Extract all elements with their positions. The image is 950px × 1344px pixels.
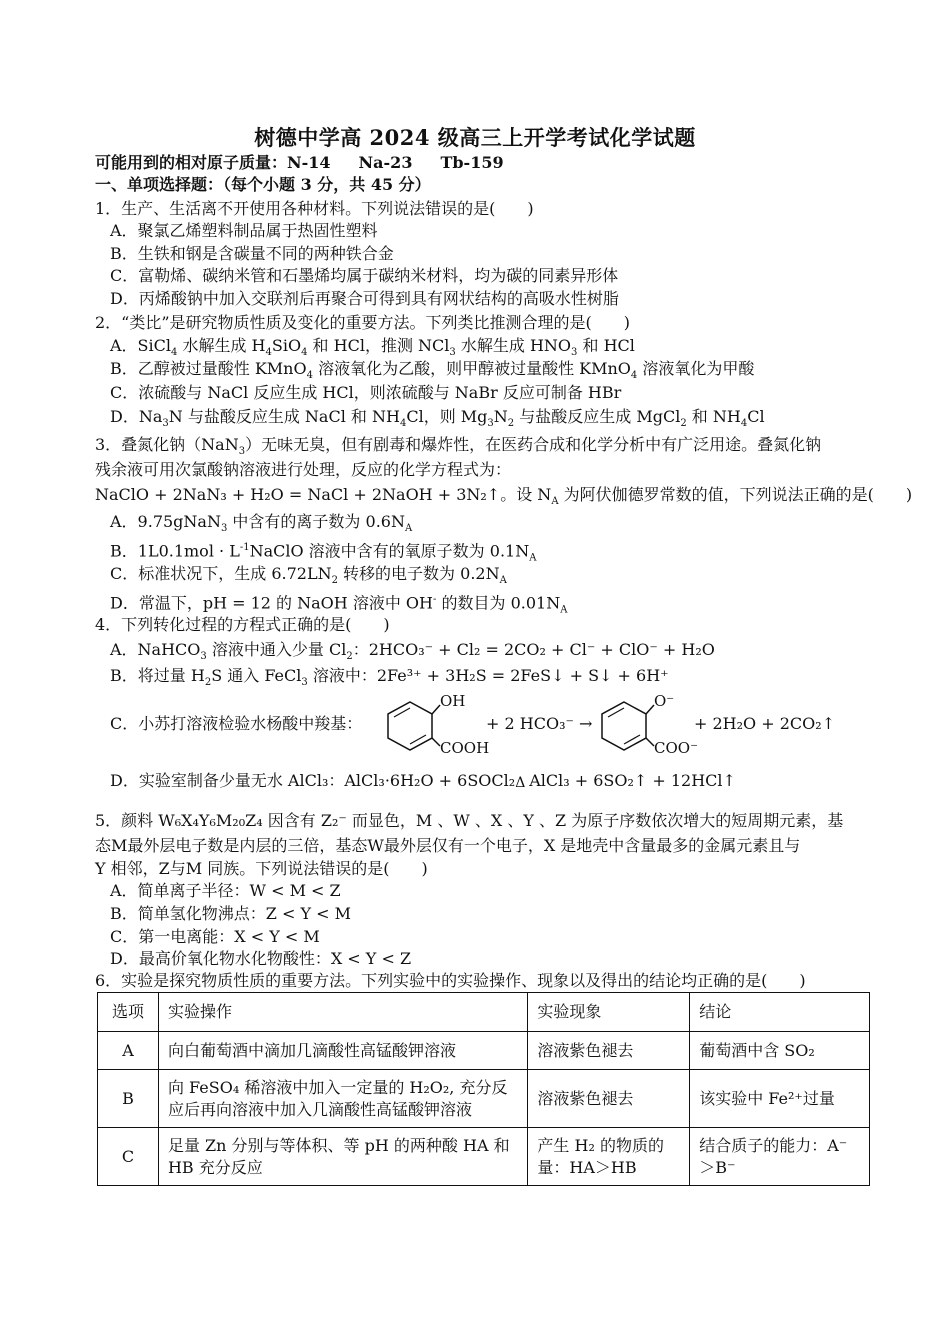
q2-option-d: D．$Na_3N$ 与盐酸反应生成 NaCl 和 $NH_4Cl$，则 $Mg_3N_2$ 与盐酸反应生成 MgCl$_2$ 和 $NH_4Cl$: [110, 407, 765, 430]
section-heading: 一、单项选择题：（每个小题 3 分，共 45 分）: [95, 175, 431, 194]
mass-na: Na-23: [358, 153, 413, 172]
q4-option-d: D．实验室制备少量无水 AlCl₃：AlCl₃·6H₂O + 6SOCl₂ Δ AlCl₃ + 6SO₂↑ + 12HCl↑: [110, 770, 736, 792]
q5-option-b: B．简单氢化物沸点：Z < Y < M: [110, 904, 351, 923]
header-option: 选项: [98, 993, 159, 1032]
table-header-row: [98, 993, 870, 1032]
atomic-mass-line: 可能用到的相对原子质量：N-14 Na-23 Tb-159: [95, 153, 504, 172]
q2-option-a: A．SiCl$_4$ 水解生成 $H_4SiO_4$ 和 HCl，推测 NCl$_3$ 水解生成 $HNO_3$ 和 HCl: [110, 336, 635, 359]
cooh-group-label: COOH: [440, 739, 490, 757]
bicarbonate-arrow: + 2 HCO₃⁻ →: [486, 714, 593, 733]
table-row: A 向白葡萄酒中滴加几滴酸性高锰酸钾溶液 溶液紫色褪去 葡萄酒中含 SO₂: [98, 1032, 870, 1070]
q3-stem-line1: 3．叠氮化钠（NaN$_3$）无味无臭，但有剧毒和爆炸性，在医药合成和化学分析中有广泛用途。叠氮化钠: [95, 435, 822, 458]
q2-stem: 2．“类比”是研究物质性质及变化的重要方法。下列类比推测合理的是( ): [95, 313, 631, 332]
q3-option-a: A．9.75gNaN$_3$ 中含有的离子数为 $0.6N_A$: [110, 512, 413, 535]
q5-option-c: C．第一电离能：X < Y < M: [110, 927, 320, 946]
o-minus-label: O⁻: [654, 692, 675, 710]
q3-equation: NaClO + 2NaN₃ + H₂O = NaCl + 2NaOH + 3N₂↑: [95, 485, 501, 504]
q3-stem-line3: NaClO + 2NaN₃ + H₂O = NaCl + 2NaOH + 3N₂↑。设 $N_A$ 为阿伏伽德罗常数的值，下列说法正确的是( ): [95, 485, 913, 508]
q3-option-c: C．标准状况下，生成 $6.72LN_2$ 转移的电子数为 $0.2N_A$: [110, 564, 507, 587]
q2-option-b: B．乙醇被过量酸性 KMnO$_4$ 溶液氧化为乙酸，则甲醇被过量酸性 KMnO$_4$ 溶液氧化为甲酸: [110, 359, 755, 382]
q5-stem-line2: 态M最外层电子数是内层的三倍，基态W最外层仅有一个电子，X 是地壳中含量最多的金属元素且与: [95, 836, 801, 855]
page-title: 树德中学高 2024 级高三上开学考试化学试题: [254, 125, 696, 150]
q4-option-b: B．将过量 $H_2S$ 通入 FeCl$_3$ 溶液中：2Fe³⁺ + 3H₂S = 2FeS↓ + S↓ + 6H⁺: [110, 666, 669, 689]
q1-option-a: A．聚氯乙烯塑料制品属于热固性塑料: [110, 221, 378, 240]
coo-minus-label: COO⁻: [654, 739, 698, 757]
heat-delta: Δ: [515, 775, 526, 791]
header-phenomenon: 实验现象: [528, 993, 690, 1032]
experiment-table: [97, 992, 870, 1186]
q1-stem: 1．生产、生活离不开使用各种材料。下列说法错误的是( ): [95, 199, 534, 218]
q1-option-c: C．富勒烯、碳纳米管和石墨烯均属于碳纳米材料，均为碳的同素异形体: [110, 266, 619, 285]
q5-option-d: D．最高价氧化物水化物酸性：X < Y < Z: [110, 949, 412, 968]
q3-stem-line2: 残余液可用次氯酸钠溶液进行处理，反应的化学方程式为：: [95, 460, 512, 479]
q1-option-d: D．丙烯酸钠中加入交联剂后再聚合可得到具有网状结构的高吸水性树脂: [110, 289, 619, 308]
q1-option-b: B．生铁和钢是含碳量不同的两种铁合金: [110, 244, 394, 263]
q3-option-b: B．$1L0.1mol \cdot L^{-1}NaClO$ 溶液中含有的氧原子数为 $0.1N_A$: [110, 541, 537, 564]
mass-tb: Tb-159: [440, 153, 504, 172]
q5-option-a: A．简单离子半径：W < M < Z: [110, 881, 341, 900]
q4-option-c-label: C．小苏打溶液检验水杨酸中羧基：: [110, 714, 363, 733]
header-operation: 实验操作: [158, 993, 527, 1032]
q6-stem: 6．实验是探究物质性质的重要方法。下列实验中的实验操作、现象以及得出的结论均正确的是( ): [95, 971, 806, 990]
mass-n: N-14: [287, 153, 331, 172]
oh-group-label: OH: [440, 692, 466, 710]
header-conclusion: 结论: [690, 993, 870, 1032]
q2-option-c: C．浓硫酸与 NaCl 反应生成 HCl，则浓硫酸与 NaBr 反应可制备 HBr: [110, 383, 622, 402]
q5-stem-line3: Y 相邻，Z与M 同族。下列说法错误的是( ): [95, 859, 428, 878]
q3-option-d: D．常温下，pH = 12 的 NaOH 溶液中 OH- 的数目为 $0.01N_A$: [110, 593, 568, 616]
table-row: B 向 FeSO₄ 稀溶液中加入一定量的 H₂O₂, 充分反应后再向溶液中加入几滴酸性高锰酸钾溶液 溶液紫色褪去 该实验中 Fe²⁺过量: [98, 1070, 870, 1128]
q5-stem-line1: 5．颜料 W₆X₄Y₆M₂₀Z₄ 因含有 Z₂⁻ 而显色，M 、W 、X 、Y 、Z 为原子序数依次增大的短周期元素，基: [95, 811, 844, 830]
c-products: + 2H₂O + 2CO₂↑: [694, 714, 836, 733]
q4-stem: 4．下列转化过程的方程式正确的是( ): [95, 615, 390, 634]
q4-option-a: A．NaHCO$_3$ 溶液中通入少量 $Cl_2$：2HCO₃⁻ + Cl₂ = 2CO₂ + Cl⁻ + ClO⁻ + H₂O: [110, 640, 715, 663]
table-row: C 足量 Zn 分别与等体积、等 pH 的两种酸 HA 和 HB 充分反应 产生 H₂ 的物质的量：HA＞HB 结合质子的能力：A⁻＞B⁻: [98, 1128, 870, 1186]
